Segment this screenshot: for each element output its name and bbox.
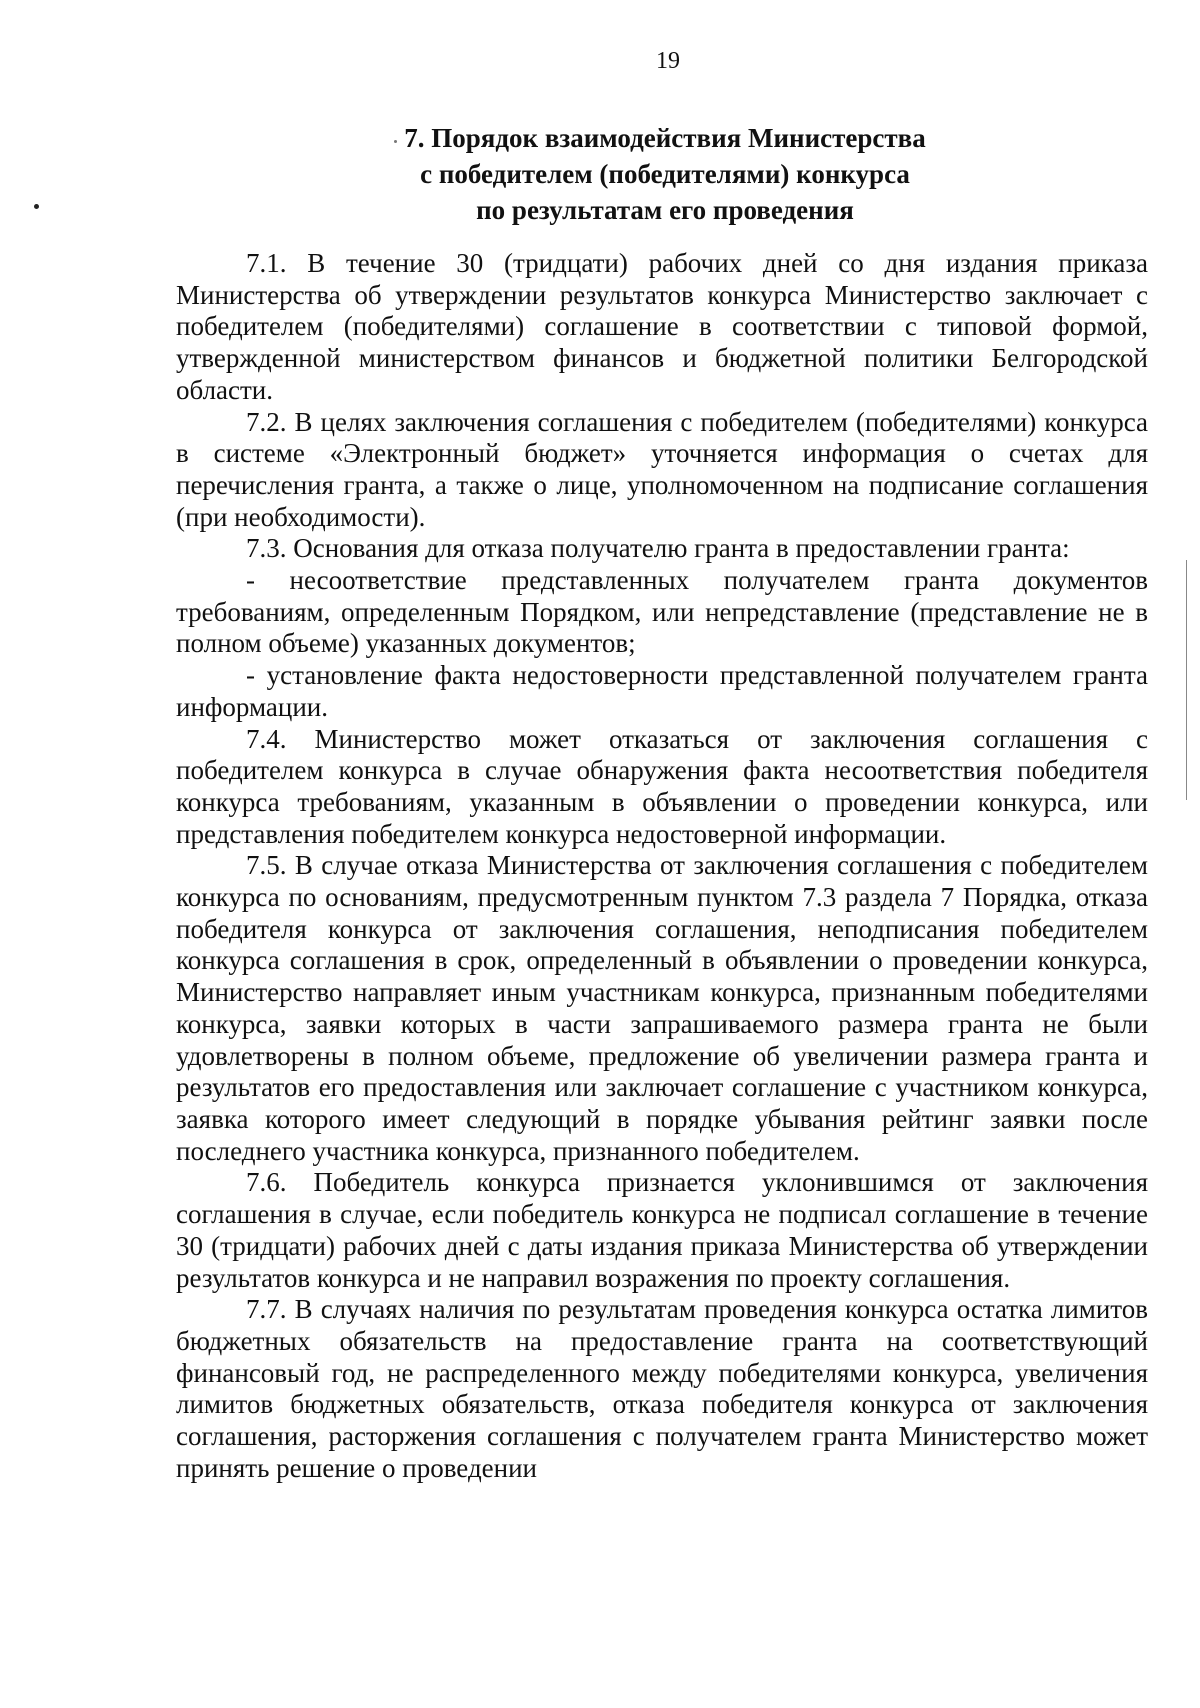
paragraph-7-7: 7.7. В случаях наличия по результатам проведения конкурса остатка лимитов бюджетных обязательств на предоставление гранта на соответствующий финансовый год, не распределенного между победителями конкурса, увеличения лимитов бюджетных обязательств, отказа победителя конкурса от заключения соглашения, расторжения соглашения с получателем гранта Министерство может принять решение о проведении	[176, 1294, 1148, 1483]
scan-dot	[394, 140, 397, 143]
list-item-mismatch: - несоответствие представленных получателем гранта документов требованиям, определенным Порядком, или непредставление (представление не в полном объеме) указанных документов;	[176, 565, 1148, 659]
paragraph-7-1: 7.1. В течение 30 (тридцати) рабочих дней со дня издания приказа Министерства об утверждении результатов конкурса Министерство заключает с победителем (победителями) соглашение в соответствии с типовой формой, утвержденной министерством финансов и бюджетной политики Белгородской области.	[176, 248, 1148, 405]
scan-edge-line	[1186, 560, 1187, 800]
heading-line-1: 7. Порядок взаимодействия Министерства	[404, 123, 926, 153]
paragraph-7-4: 7.4. Министерство может отказаться от заключения соглашения с победителем конкурса в случае обнаружения факта несоответствия победителя конкурса требованиям, указанным в объявлении о проведении конкурса, или представления победителем конкурса недостоверной информации.	[176, 723, 1148, 849]
heading-line-2: с победителем (победителями) конкурса	[420, 159, 910, 189]
heading-line-3: по результатам его проведения	[476, 195, 854, 225]
scan-dot	[34, 204, 39, 209]
paragraph-7-3: 7.3. Основания для отказа получателю гранта в предоставлении гранта:	[246, 533, 1070, 564]
page-number: 19	[656, 48, 680, 74]
paragraph-7-6: 7.6. Победитель конкурса признается уклонившимся от заключения соглашения в случае, если победитель конкурса не подписал соглашение в течение 30 (тридцати) рабочих дней с даты издания приказа Министерства об утверждении результатов конкурса и не направил возражения по проекту соглашения.	[176, 1167, 1148, 1293]
list-item-unreliable: - установление факта недостоверности представленной получателем гранта информации.	[176, 660, 1148, 722]
section-heading	[170, 120, 1160, 228]
paragraph-7-5: 7.5. В случае отказа Министерства от заключения соглашения с победителем конкурса по основаниям, предусмотренным пунктом 7.3 раздела 7 Порядка, отказа победителя конкурса от заключения соглашения, неподписания победителем конкурса соглашения в срок, определенный в объявлении о проведении конкурса, Министерство направляет иным участникам конкурса, признанным победителями конкурса, заявки которых в части запрашиваемого размера гранта не были удовлетворены в полном объеме, предложение об увеличении размера гранта и результатов его предоставления или заключает соглашение с участником конкурса, заявка которого имеет следующий в порядке убывания рейтинг заявки после последнего участника конкурса, признанного победителем.	[176, 850, 1148, 1166]
section-body	[176, 248, 1148, 1484]
paragraph-7-2: 7.2. В целях заключения соглашения с победителем (победителями) конкурса в системе «Электронный бюджет» уточняется информация о счетах для перечисления гранта, а также о лице, уполномоченном на подписание соглашения (при необходимости).	[176, 406, 1148, 532]
